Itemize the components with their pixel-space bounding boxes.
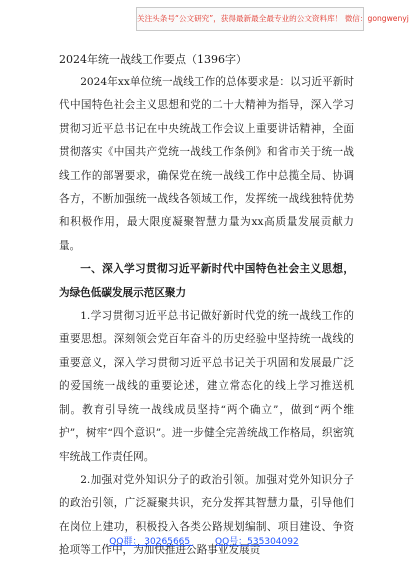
document-body — [59, 52, 354, 563]
qq-group-link[interactable]: QQ群： 30265665 — [109, 537, 191, 547]
promo-banner: 关注头条号“公文研究”，获得最新最全最专业的公文资料库！ 微信：gongwenyj — [136, 7, 364, 31]
contact-footer — [0, 534, 408, 547]
document-title: 2024年统一战线工作要点（1396字） — [59, 53, 247, 66]
paragraph-2: 2.加强对党外知识分子的政治引领。加强对党外知识分子的政治引领，广泛凝聚共识，充分发挥其智慧力量，引导他们在岗位上建功，积极投入各类公路规划编制、项目建设、争资抢项等工作中，为加快推进公路事业发展贡 — [59, 473, 354, 557]
paragraph-1: 1.学习贯彻习近平总书记做好新时代党的统一战线工作的重要思想。深刻领会党百年奋斗的历史经验中坚持统一战线的重要意义，深入学习贯彻习近平总书记关于巩固和发展最广泛的爱国统一战线的重要论述，建立常态化的线上学习推送机制。教育引导统一战线成员坚持“两个确立”，做到“两个维护”，树牢“四个意识”。进一步健全完善统战工作格局，织密筑牢统战工作责任网。 — [59, 310, 354, 463]
qq-number-link[interactable]: QQ号：535304092 — [215, 537, 299, 547]
intro-paragraph: 2024年xx单位统一战线工作的总体要求是：以习近平新时代中国特色社会主义思想和党的二十大精神为指导，深入学习贯彻习近平总书记在中央统战工作会议上重要讲话精神，全面贯彻落实《中国共产党统一战线工作条例》和省市关于统一战线工作的部署要求，确保党在统一战线工作中总揽全局、协调各方，不断加强统一战线各领域工作，发挥统一战线独特优势和积极作用，最大限度凝聚智慧力量为xx高质量发展贡献力量。 — [59, 76, 354, 252]
section-heading: 一、深入学习贯彻习近平新时代中国特色社会主义思想，为绿色低碳发展示范区聚力 — [59, 263, 354, 299]
